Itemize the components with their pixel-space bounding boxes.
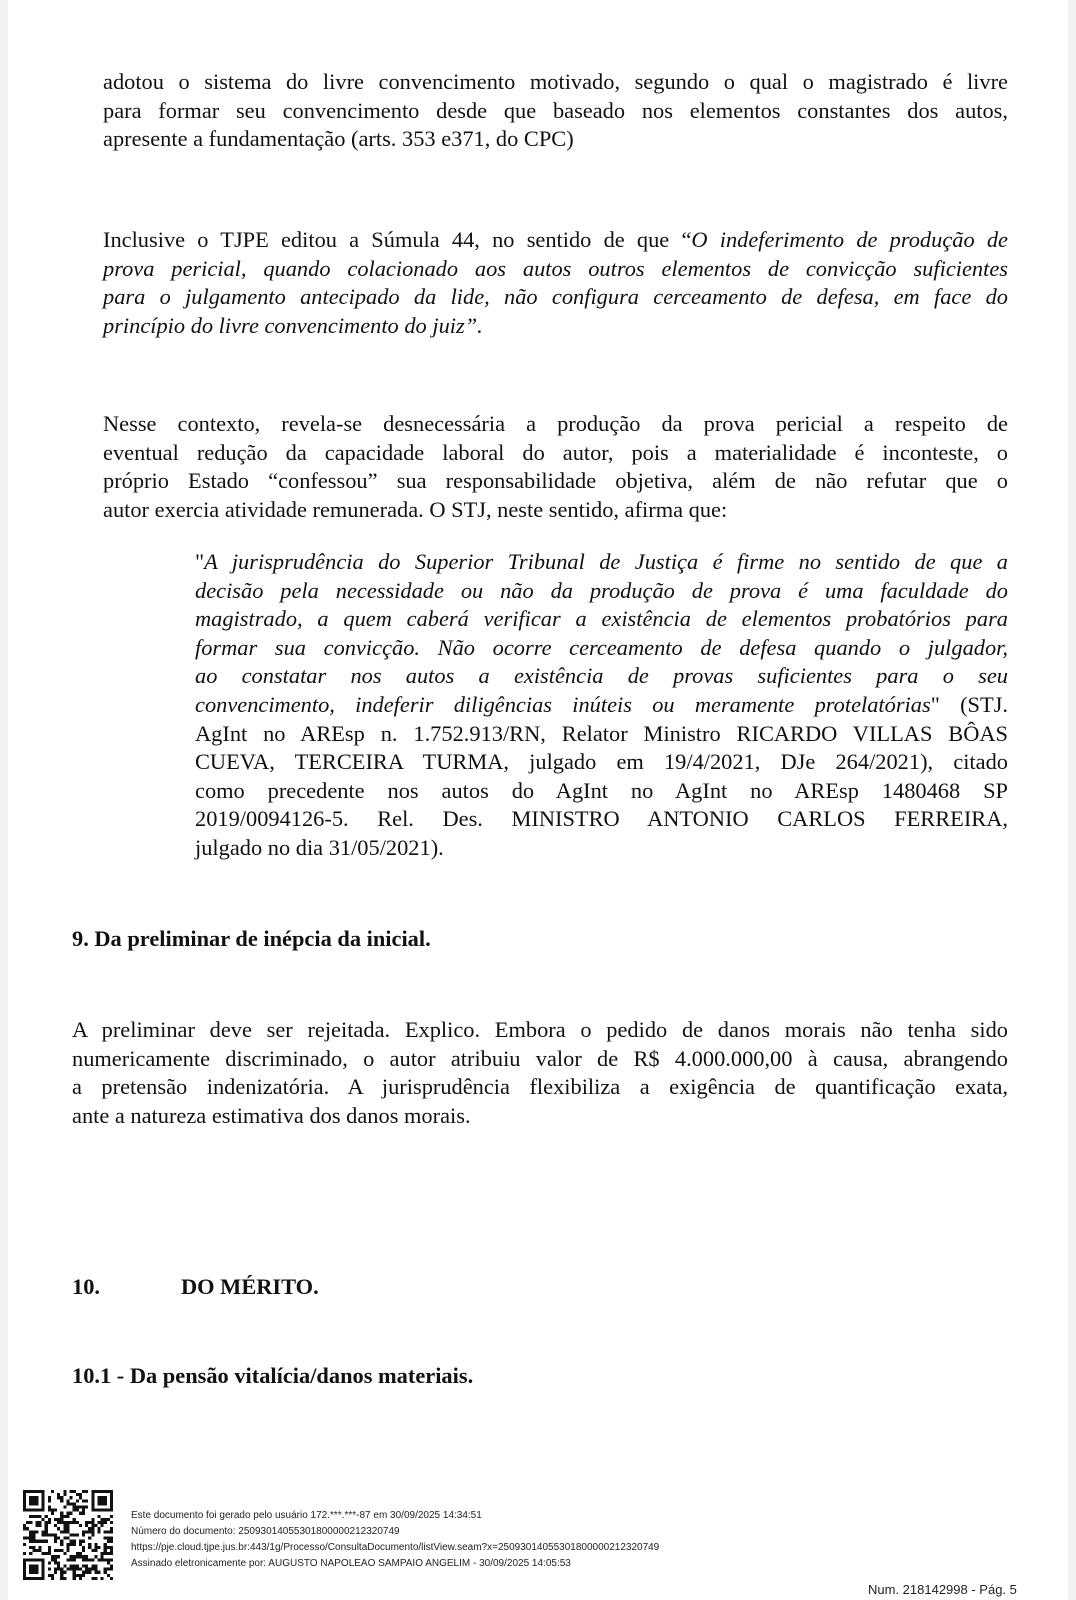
paragraph-sumula-44 <box>103 226 1008 340</box>
quote-line: magistrado, a quem caberá verificar a existência de elementos probatórios para <box>195 606 1008 632</box>
quote-line: ao constatar nos autos a existência de provas suficientes para o seu <box>195 663 1008 689</box>
sumula-quote-line: princípio do livre convencimento do juiz <box>103 312 465 338</box>
text-line: apresente a fundamentação (arts. 353 e371, do CPC) <box>103 126 574 152</box>
text-line: próprio Estado “confessou” sua responsabilidade objetiva, além de não refutar que o <box>103 468 1008 494</box>
footer-generated-by: Este documento foi gerado pelo usuário 172.***.***-87 em 30/09/2025 14:34:51 <box>131 1510 482 1521</box>
citation-line: 2019/0094126-5. Rel. Des. MINISTRO ANTONIO CARLOS FERREIRA, <box>195 806 1008 832</box>
text-line: para formar seu convencimento desde que baseado nos elementos constantes dos autos, <box>103 97 1008 123</box>
citation-line: como precedente nos autos do AgInt no AgInt no AREsp 1480468 SP <box>195 777 1008 803</box>
footer-document-number: Número do documento: 25093014055301800000212320749 <box>131 1526 400 1537</box>
section-10-1-heading: 10.1 - Da pensão vitalícia/danos materiais. <box>72 1363 474 1388</box>
quote-line <box>195 548 1008 577</box>
text-line: numericamente discriminado, o autor atribuiu valor de R$ 4.000.000,00 à causa, abrangendo <box>72 1045 1008 1071</box>
quote-italic-text: A jurisprudência do Superior Tribunal de Justiça é firme no sentido de que a <box>204 549 1008 574</box>
sumula-quote-line: para o julgamento antecipado da lide, não configura cerceamento de defesa, em face do <box>103 284 1008 310</box>
quote-close-tail: " (STJ. <box>930 691 1008 717</box>
paragraph-contexto <box>103 410 1008 524</box>
sumula-quote-text: O indeferimento de produção de <box>691 227 1008 252</box>
quote-line: decisão pela necessidade ou não da produção de prova é uma faculdade do <box>195 577 1008 603</box>
qr-code-icon <box>23 1490 113 1580</box>
text-line <box>103 312 1008 341</box>
footer-url[interactable]: https://pje.cloud.tjpe.jus.br:443/1g/Processo/ConsultaDocumento/listView.seam?x=25093014055301800000212320749 <box>131 1542 660 1553</box>
section-10-heading: DO MÉRITO. <box>181 1274 319 1299</box>
quote-line <box>195 691 1008 720</box>
text-line: adotou o sistema do livre convencimento motivado, segundo o qual o magistrado é livre <box>103 69 1008 94</box>
sumula-closing: ”. <box>464 312 483 338</box>
document-page <box>8 0 1068 1600</box>
sumula-quote-line: prova pericial, quando colacionado aos autos outros elementos de convicção suficientes <box>103 255 1008 281</box>
text-line: autor exercia atividade remunerada. O STJ, neste sentido, afirma que: <box>103 496 728 522</box>
text-line: a pretensão indenizatória. A jurisprudência flexibiliza a exigência de quantificação exata, <box>72 1074 1008 1100</box>
citation-line: julgado no dia 31/05/2021). <box>195 834 444 860</box>
section-10-number: 10. <box>72 1274 100 1299</box>
text-line <box>103 226 1008 255</box>
text-line: eventual redução da capacidade laboral do autor, pois a materialidade é inconteste, o <box>103 439 1008 465</box>
paragraph-preliminar <box>72 1016 1008 1130</box>
quote-line: formar sua convicção. Não ocorre cerceamento de defesa quando o julgador, <box>195 634 1008 660</box>
citation-line: CUEVA, TERCEIRA TURMA, julgado em 19/4/2021, DJe 264/2021), citado <box>195 749 1008 775</box>
text-line: Nesse contexto, revela-se desnecessária a produção da prova pericial a respeito de <box>103 411 1008 436</box>
footer-signature-info <box>131 1508 659 1572</box>
footer-signed-by: Assinado eletronicamente por: AUGUSTO NAPOLEAO SAMPAIO ANGELIM - 30/09/2025 14:05:53 <box>131 1558 571 1569</box>
quote-open-mark: " <box>195 549 205 574</box>
sumula-intro: Inclusive o TJPE editou a Súmula 44, no sentido de que “ <box>103 227 692 252</box>
text-line: A preliminar deve ser rejeitada. Explico. Embora o pedido de danos morais não tenha sido <box>72 1017 1008 1042</box>
page-number-label: Num. 218142998 - Pág. 5 <box>868 1582 1017 1597</box>
stj-block-quote <box>195 548 1008 863</box>
section-9-heading: 9. Da preliminar de inépcia da inicial. <box>72 926 431 951</box>
citation-line: AgInt no AREsp n. 1.752.913/RN, Relator Ministro RICARDO VILLAS BÔAS <box>195 720 1008 746</box>
text-line: ante a natureza estimativa dos danos morais. <box>72 1102 471 1128</box>
quote-italic-text: convencimento, indeferir diligências inúteis ou meramente protelatórias <box>195 691 931 717</box>
paragraph-livre-convencimento <box>103 68 1008 154</box>
